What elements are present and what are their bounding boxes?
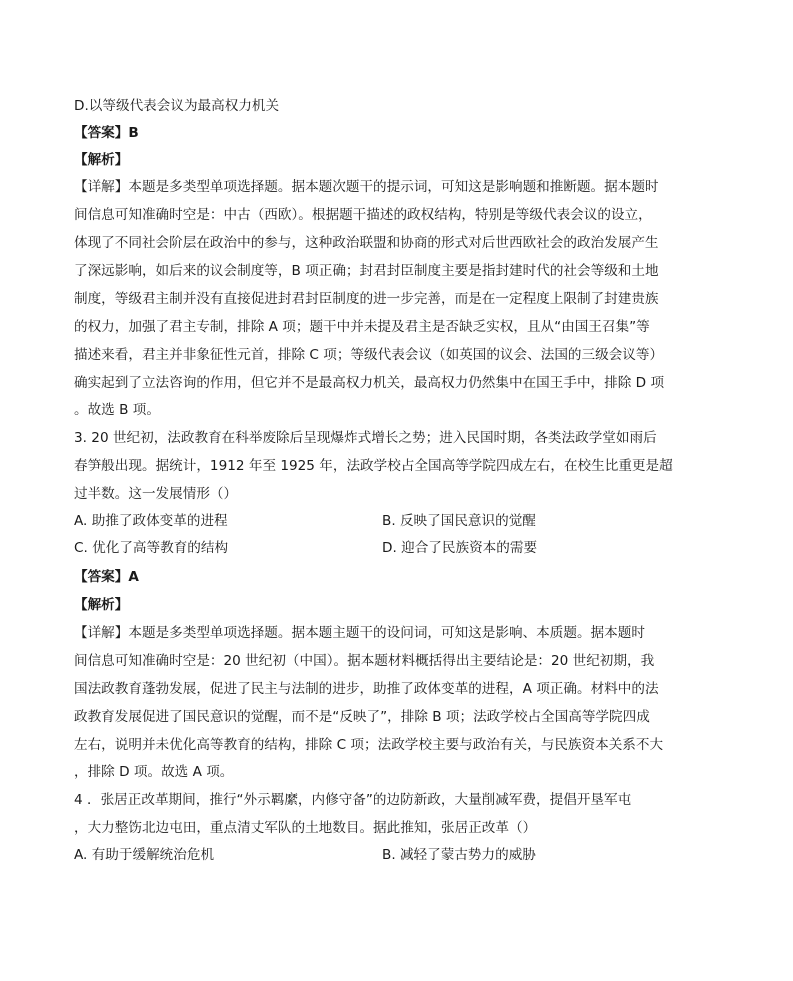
q2-detail-line: 【详解】本题是多类型单项选择题。据本题次题干的提示词，可知这是影响题和推断题。据本题时 bbox=[74, 179, 659, 195]
q3-option-d: D. 迎合了民族资本的需要 bbox=[382, 540, 538, 556]
q3-detail-line: 国法政教育蓬勃发展，促进了民主与法制的进步，助推了政体变革的进程，A 项正确。材料中的法 bbox=[74, 681, 659, 697]
q4-option-b: B. 减轻了蒙古势力的威胁 bbox=[382, 847, 536, 863]
q2-detail-line: 制度，等级君主制并没有直接促进封君封臣制度的进一步完善，而是在一定程度上限制了封建贵族 bbox=[74, 291, 659, 307]
q2-detail-line: 了深远影响，如后来的议会制度等，B 项正确；封君封臣制度主要是指封建时代的社会等级和土地 bbox=[74, 263, 659, 279]
q2-detail-line: 间信息可知准确时空是：中古（西欧）。根据题干描述的政权结构，特别是等级代表会议的设立， bbox=[74, 207, 652, 223]
q3-answer: 【答案】A bbox=[74, 569, 139, 585]
q2-detail-line: 的权力，加强了君主专制，排除 A 项；题干中并未提及君主是否缺乏实权，且从“由国王召集”等 bbox=[74, 319, 650, 335]
q2-detail-line: 描述来看，君主并非象征性元首，排除 C 项；等级代表会议（如英国的议会、法国的三级会议等） bbox=[74, 347, 664, 363]
q2-detail-line: 体现了不同社会阶层在政治中的参与，这种政治联盟和协商的形式对后世西欧社会的政治发展产生 bbox=[74, 235, 659, 251]
q3-detail-line: 间信息可知准确时空是：20 世纪初（中国）。据本题材料概括得出主要结论是：20 世纪初期，我 bbox=[74, 653, 655, 669]
q3-option-a: A. 助推了政体变革的进程 bbox=[74, 513, 228, 529]
q2-answer: 【答案】B bbox=[74, 125, 139, 141]
q4-stem-line: ，大力整饬北边屯田，重点清丈军队的土地数目。据此推知，张居正改革（） bbox=[74, 820, 537, 836]
q3-detail-line: 【详解】本题是多类型单项选择题。据本题主题干的设问词，可知这是影响、本质题。据本题时 bbox=[74, 625, 645, 641]
q3-stem-line: 春笋般出现。据统计，1912 年至 1925 年，法政学校占全国高等学院四成左右，在校生比重更是超 bbox=[74, 458, 673, 474]
q3-detail-line: 政教育发展促进了国民意识的觉醒，而不是“反映了”，排除 B 项；法政学校占全国高等学院四成 bbox=[74, 709, 650, 725]
q3-options-row-1 bbox=[74, 511, 536, 531]
q3-option-b: B. 反映了国民意识的觉醒 bbox=[382, 513, 536, 529]
q3-stem-line: 3. 20 世纪初，法政教育在科举废除后呈现爆炸式增长之势；进入民国时期，各类法政学堂如雨后 bbox=[74, 430, 657, 446]
q3-stem-line: 过半数。这一发展情形（） bbox=[74, 486, 238, 502]
q3-option-c: C. 优化了高等教育的结构 bbox=[74, 540, 229, 556]
q3-detail-line: ，排除 D 项。故选 A 项。 bbox=[74, 764, 234, 780]
q2-detail-line: 确实起到了立法咨询的作用，但它并不是最高权力机关，最高权力仍然集中在国王手中，排除 D 项 bbox=[74, 375, 665, 391]
q4-stem-line: 4 ．张居正改革期间，推行“外示羁縻，内修守备”的边防新政，大量削减军费，提倡开垦军屯 bbox=[74, 792, 632, 808]
q3-detail-line: 左右，说明并未优化高等教育的结构，排除 C 项；法政学校主要与政治有关，与民族资本关系不大 bbox=[74, 737, 664, 753]
q3-options-row-2 bbox=[74, 538, 538, 558]
q2-option-d: D.以等级代表会议为最高权力机关 bbox=[74, 98, 280, 114]
q2-analysis-title: 【解析】 bbox=[74, 152, 129, 168]
q3-analysis-title: 【解析】 bbox=[74, 597, 129, 613]
q2-detail-line: 。故选 B 项。 bbox=[74, 402, 160, 418]
q4-options-row-1 bbox=[74, 845, 536, 865]
q4-option-a: A. 有助于缓解统治危机 bbox=[74, 847, 215, 863]
